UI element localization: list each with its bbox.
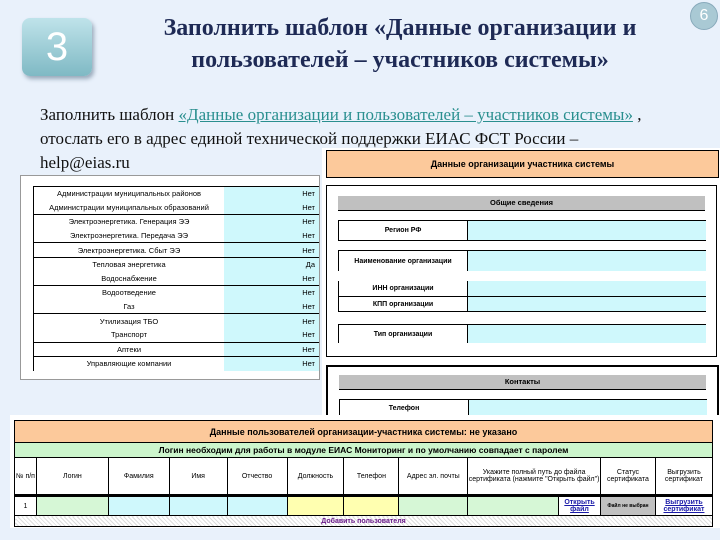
col-login: Логин	[36, 458, 108, 496]
patronymic-input[interactable]	[227, 496, 287, 516]
activity-label: Администрации муниципальных районов	[34, 187, 225, 201]
activity-label: Тепловая энергетика	[34, 257, 225, 271]
general-header: Общие сведения	[338, 196, 705, 211]
type-row	[338, 324, 706, 343]
activity-row	[34, 187, 320, 201]
page-number: 6	[690, 2, 718, 30]
activity-value[interactable]: Нет	[224, 300, 319, 314]
col-position: Должность	[287, 458, 344, 496]
col-cert-status: Статус сертификата	[600, 458, 655, 496]
open-file-text[interactable]: Открыть файл	[564, 499, 595, 513]
activity-row	[34, 215, 320, 229]
intro-before: Заполнить шаблон	[40, 105, 179, 124]
activity-row	[34, 257, 320, 271]
activity-row	[34, 286, 320, 300]
activity-value[interactable]: Нет	[224, 314, 319, 328]
activity-label: Электроэнергетика. Генерация ЭЭ	[34, 215, 225, 229]
col-export-cert: Выгрузить сертификат	[655, 458, 712, 496]
position-input[interactable]	[287, 496, 344, 516]
login-input[interactable]	[36, 496, 108, 516]
kpp-input[interactable]	[468, 297, 706, 311]
kpp-row	[338, 297, 706, 312]
template-link[interactable]: «Данные организации и пользователей – участников системы»	[178, 105, 633, 124]
contacts-box	[326, 365, 719, 421]
activity-label: Аптеки	[34, 342, 225, 357]
users-table	[14, 420, 713, 527]
export-cert-link[interactable]: Выгрузить сертификат	[663, 499, 705, 513]
activity-value[interactable]: Нет	[224, 286, 319, 300]
name-input[interactable]	[169, 496, 227, 516]
phone-input[interactable]	[344, 496, 399, 516]
region-label: Регион РФ	[339, 221, 468, 240]
inn-row	[338, 281, 706, 297]
activity-row	[34, 229, 320, 243]
users-subheader: Логин необходим для работы в модуле ЕИАС Мониторинг и по умолчанию совпадает с паролем	[15, 443, 713, 458]
type-input[interactable]	[468, 325, 706, 343]
inn-input[interactable]	[468, 281, 706, 296]
row-number: 1	[15, 496, 37, 516]
activity-value[interactable]: Да	[224, 257, 319, 271]
table-row	[15, 496, 713, 516]
users-header: Данные пользователей организации-участника системы: не указано	[15, 421, 713, 443]
activity-label: Администрации муниципальных образований	[34, 201, 225, 215]
step-badge: 3	[22, 18, 92, 76]
activity-value[interactable]: Нет	[224, 187, 319, 201]
activity-row	[34, 243, 320, 258]
name-label: Наименование организации	[339, 251, 468, 271]
activities-table	[33, 186, 319, 371]
col-phone: Телефон	[344, 458, 399, 496]
activity-row	[34, 300, 320, 314]
col-surname: Фамилия	[108, 458, 169, 496]
activity-label: Электроэнергетика. Передача ЭЭ	[34, 229, 225, 243]
activity-label: Управляющие компании	[34, 357, 225, 371]
cert-path-input[interactable]	[468, 496, 559, 516]
export-cert-cell[interactable]	[655, 496, 712, 516]
activities-sheet	[20, 175, 320, 380]
general-box	[326, 185, 717, 357]
name-row	[338, 250, 706, 271]
cert-status: Файл не выбран	[600, 496, 655, 516]
activity-row	[34, 314, 320, 328]
col-email: Адрес эл. почты	[399, 458, 468, 496]
col-patronymic: Отчество	[227, 458, 287, 496]
add-user-button[interactable]: Добавить пользователя	[15, 516, 713, 527]
activity-label: Водоснабжение	[34, 272, 225, 286]
slide-title: Заполнить шаблон «Данные организации и пользователей – участников системы»	[163, 15, 637, 73]
col-cert-path: Укажите полный путь до файла сертификата (нажмите "Открыть файл")	[468, 458, 601, 496]
activity-label: Газ	[34, 300, 225, 314]
activity-label: Электроэнергетика. Сбыт ЭЭ	[34, 243, 225, 258]
type-label: Тип организации	[339, 325, 468, 343]
activity-value[interactable]: Нет	[224, 243, 319, 258]
region-row	[338, 220, 706, 241]
activity-value[interactable]: Нет	[224, 328, 319, 342]
surname-input[interactable]	[108, 496, 169, 516]
activity-value[interactable]: Нет	[224, 272, 319, 286]
activity-row	[34, 201, 320, 215]
activity-value[interactable]: Нет	[224, 229, 319, 243]
org-header: Данные организации участника системы	[326, 150, 719, 178]
contacts-header: Контакты	[339, 375, 706, 390]
activity-row	[34, 272, 320, 286]
activity-label: Утилизация ТБО	[34, 314, 225, 328]
activity-label: Водоотведение	[34, 286, 225, 300]
activity-row	[34, 342, 320, 357]
open-file-link[interactable]	[559, 496, 601, 516]
region-input[interactable]	[468, 221, 706, 240]
users-sheet	[10, 415, 720, 528]
phone-row	[339, 399, 707, 416]
phone-input[interactable]	[469, 400, 707, 416]
activity-value[interactable]: Нет	[224, 215, 319, 229]
inn-label: ИНН организации	[339, 281, 468, 296]
phone-label: Телефон	[340, 400, 469, 416]
activity-row	[34, 328, 320, 342]
org-sheet	[322, 148, 720, 415]
activity-value[interactable]: Нет	[224, 357, 319, 371]
kpp-label: КПП организации	[339, 297, 468, 311]
email-input[interactable]	[399, 496, 468, 516]
activity-row	[34, 357, 320, 371]
activity-label: Транспорт	[34, 328, 225, 342]
col-number: № п/п	[15, 458, 37, 496]
activity-value[interactable]: Нет	[224, 342, 319, 357]
col-name: Имя	[169, 458, 227, 496]
activity-value[interactable]: Нет	[224, 201, 319, 215]
intro-after: , отослать его в адрес единой технической поддержки ЕИАС ФСТ России – help@eias.ru	[40, 105, 642, 172]
name-input[interactable]	[468, 251, 706, 271]
